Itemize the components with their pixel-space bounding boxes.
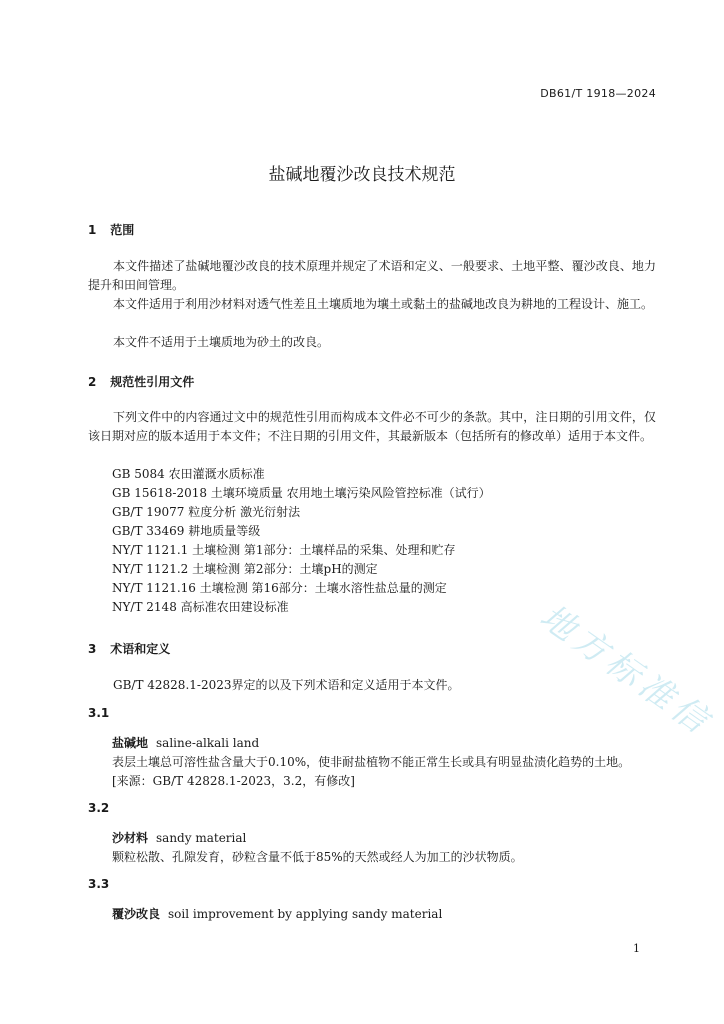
term-number: 3.2 [88, 801, 110, 815]
reference-item: NY/T 1121.16 土壤检测 第16部分：土壤水溶性盐总量的测定 [112, 581, 447, 595]
term-number: 3.1 [88, 706, 110, 720]
reference-item: GB/T 33469 耕地质量等级 [112, 524, 261, 538]
section-number: 3 [88, 642, 97, 656]
term-source: [来源：GB/T 42828.1-2023，3.2，有修改] [112, 774, 355, 788]
paragraph: 下列文件中的内容通过文中的规范性引用而构成本文件必不可少的条款。其中，注日期的引用文件，仅该日期对应的版本适用于本文件；不注日期的引用文件，其最新版本（包括所有的修改单）适用于本文件。 [88, 410, 656, 443]
paragraph: 本文件描述了盐碱地覆沙改良的技术原理并规定了术语和定义、一般要求、土地平整、覆沙改良、地力提升和田间管理。 [88, 259, 656, 292]
paragraph: GB/T 42828.1-2023界定的以及下列术语和定义适用于本文件。 [113, 678, 460, 692]
term-definition: 表层土壤总可溶性盐含量大于0.10%，使非耐盐植物不能正常生长或具有明显盐渍化趋势的土地。 [112, 755, 631, 769]
reference-item: GB 5084 农田灌溉水质标准 [112, 467, 265, 481]
section-number: 1 [88, 223, 97, 237]
section-2-heading [88, 373, 194, 390]
term-english: sandy material [156, 831, 247, 845]
term-entry [112, 734, 259, 751]
section-title: 范围 [110, 223, 135, 237]
term-entry [112, 829, 246, 846]
section-1-heading [88, 221, 134, 238]
section-title: 规范性引用文件 [110, 375, 195, 389]
term-definition: 颗粒松散、孔隙发育，砂粒含量不低于85%的天然或经人为加工的沙状物质。 [112, 850, 523, 864]
paragraph: 本文件适用于利用沙材料对透气性差且土壤质地为壤土或黏土的盐碱地改良为耕地的工程设计、施工。 [113, 297, 654, 311]
reference-item: GB/T 19077 粒度分析 激光衍射法 [112, 505, 301, 519]
reference-item: NY/T 1121.1 土壤检测 第1部分：土壤样品的采集、处理和贮存 [112, 543, 456, 557]
term-chinese: 沙材料 [112, 831, 149, 845]
watermark: 地方标准信 [532, 596, 720, 745]
reference-item: NY/T 1121.2 土壤检测 第2部分：土壤pH的测定 [112, 562, 378, 576]
reference-item: GB 15618-2018 土壤环境质量 农用地土壤污染风险管控标准（试行） [112, 486, 491, 500]
term-english: soil improvement by applying sandy material [168, 907, 443, 921]
term-english: saline-alkali land [156, 736, 260, 750]
term-number: 3.3 [88, 877, 110, 891]
paragraph: 本文件不适用于土壤质地为砂土的改良。 [113, 335, 330, 349]
term-chinese: 覆沙改良 [112, 907, 161, 921]
section-3-heading [88, 640, 170, 657]
page-number: 1 [633, 942, 640, 955]
document-title: 盐碱地覆沙改良技术规范 [268, 165, 456, 185]
document-code: DB61/T 1918—2024 [540, 87, 656, 100]
term-chinese: 盐碱地 [112, 736, 149, 750]
section-title: 术语和定义 [110, 642, 171, 656]
term-entry [112, 905, 442, 922]
reference-item: NY/T 2148 高标准农田建设标准 [112, 600, 289, 614]
section-number: 2 [88, 375, 97, 389]
